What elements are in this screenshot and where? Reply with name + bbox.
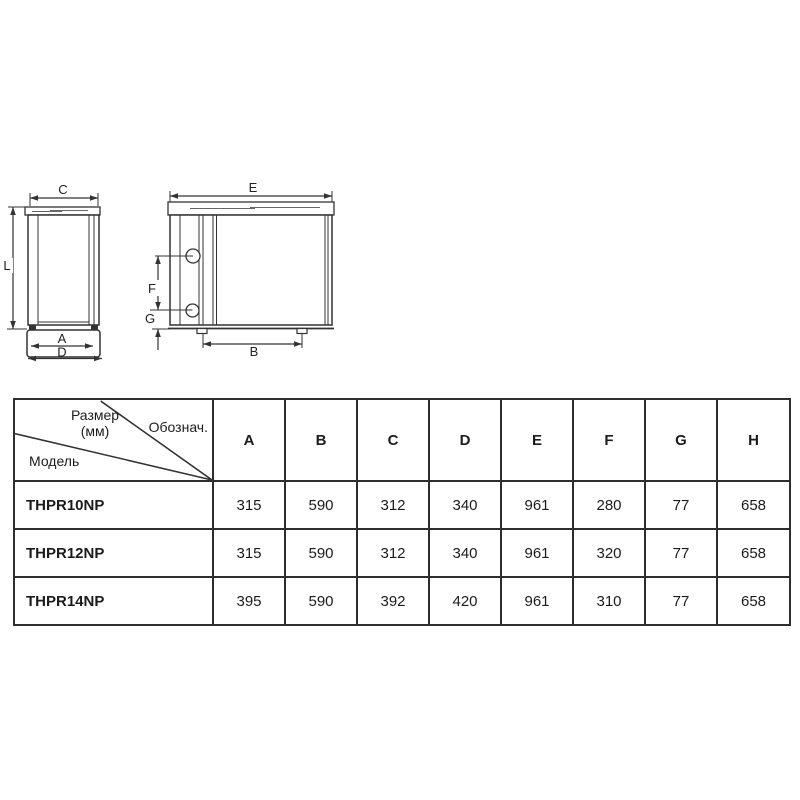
- value-cell: 590: [285, 577, 357, 625]
- value-cell: 77: [645, 481, 717, 529]
- col-header-d: D: [429, 399, 501, 481]
- value-cell: 310: [573, 577, 645, 625]
- value-cell: 312: [357, 481, 429, 529]
- dimensions-table: [13, 398, 791, 626]
- value-cell: 77: [645, 577, 717, 625]
- table-row: [14, 529, 790, 577]
- corner-designation-label: Обознач.: [148, 419, 208, 435]
- side-view-body: [28, 215, 99, 330]
- dim-label-a: A: [57, 331, 67, 346]
- dim-label-g: G: [144, 311, 156, 326]
- value-cell: 590: [285, 481, 357, 529]
- model-cell: THPR14NP: [14, 577, 213, 625]
- value-cell: 320: [573, 529, 645, 577]
- value-cell: 395: [213, 577, 285, 625]
- dim-label-f: F: [148, 281, 156, 296]
- dim-label-c: C: [58, 182, 68, 197]
- value-cell: 420: [429, 577, 501, 625]
- front-view-cap: [168, 202, 334, 215]
- col-header-e: E: [501, 399, 573, 481]
- col-header-c: C: [357, 399, 429, 481]
- side-view-drawing: [0, 180, 115, 365]
- table-corner-cell: [14, 399, 213, 481]
- table-row: [14, 577, 790, 625]
- value-cell: 658: [717, 481, 790, 529]
- value-cell: 590: [285, 529, 357, 577]
- value-cell: 340: [429, 481, 501, 529]
- value-cell: 312: [357, 529, 429, 577]
- value-cell: 658: [717, 529, 790, 577]
- col-header-a: A: [213, 399, 285, 481]
- value-cell: 315: [213, 481, 285, 529]
- col-header-h: H: [717, 399, 790, 481]
- front-view-left-foot: [197, 329, 207, 334]
- col-header-b: B: [285, 399, 357, 481]
- value-cell: 961: [501, 529, 573, 577]
- value-cell: 392: [357, 577, 429, 625]
- value-cell: 961: [501, 577, 573, 625]
- side-view-cap: [25, 207, 100, 215]
- col-header-f: F: [573, 399, 645, 481]
- table-row: [14, 481, 790, 529]
- value-cell: 658: [717, 577, 790, 625]
- value-cell: 961: [501, 481, 573, 529]
- value-cell: 77: [645, 529, 717, 577]
- value-cell: 280: [573, 481, 645, 529]
- dim-label-l: L: [3, 258, 11, 273]
- front-view-drawing: [140, 180, 345, 360]
- dim-label-e: E: [248, 180, 258, 195]
- dim-label-b: B: [249, 344, 259, 359]
- col-header-g: G: [645, 399, 717, 481]
- model-cell: THPR12NP: [14, 529, 213, 577]
- corner-size-label: Размер (мм): [70, 407, 120, 439]
- dim-label-d: D: [57, 344, 67, 360]
- table-header-row: [14, 399, 790, 481]
- value-cell: 315: [213, 529, 285, 577]
- front-view-right-foot: [297, 329, 307, 334]
- model-cell: THPR10NP: [14, 481, 213, 529]
- value-cell: 340: [429, 529, 501, 577]
- corner-model-label: Модель: [29, 453, 80, 469]
